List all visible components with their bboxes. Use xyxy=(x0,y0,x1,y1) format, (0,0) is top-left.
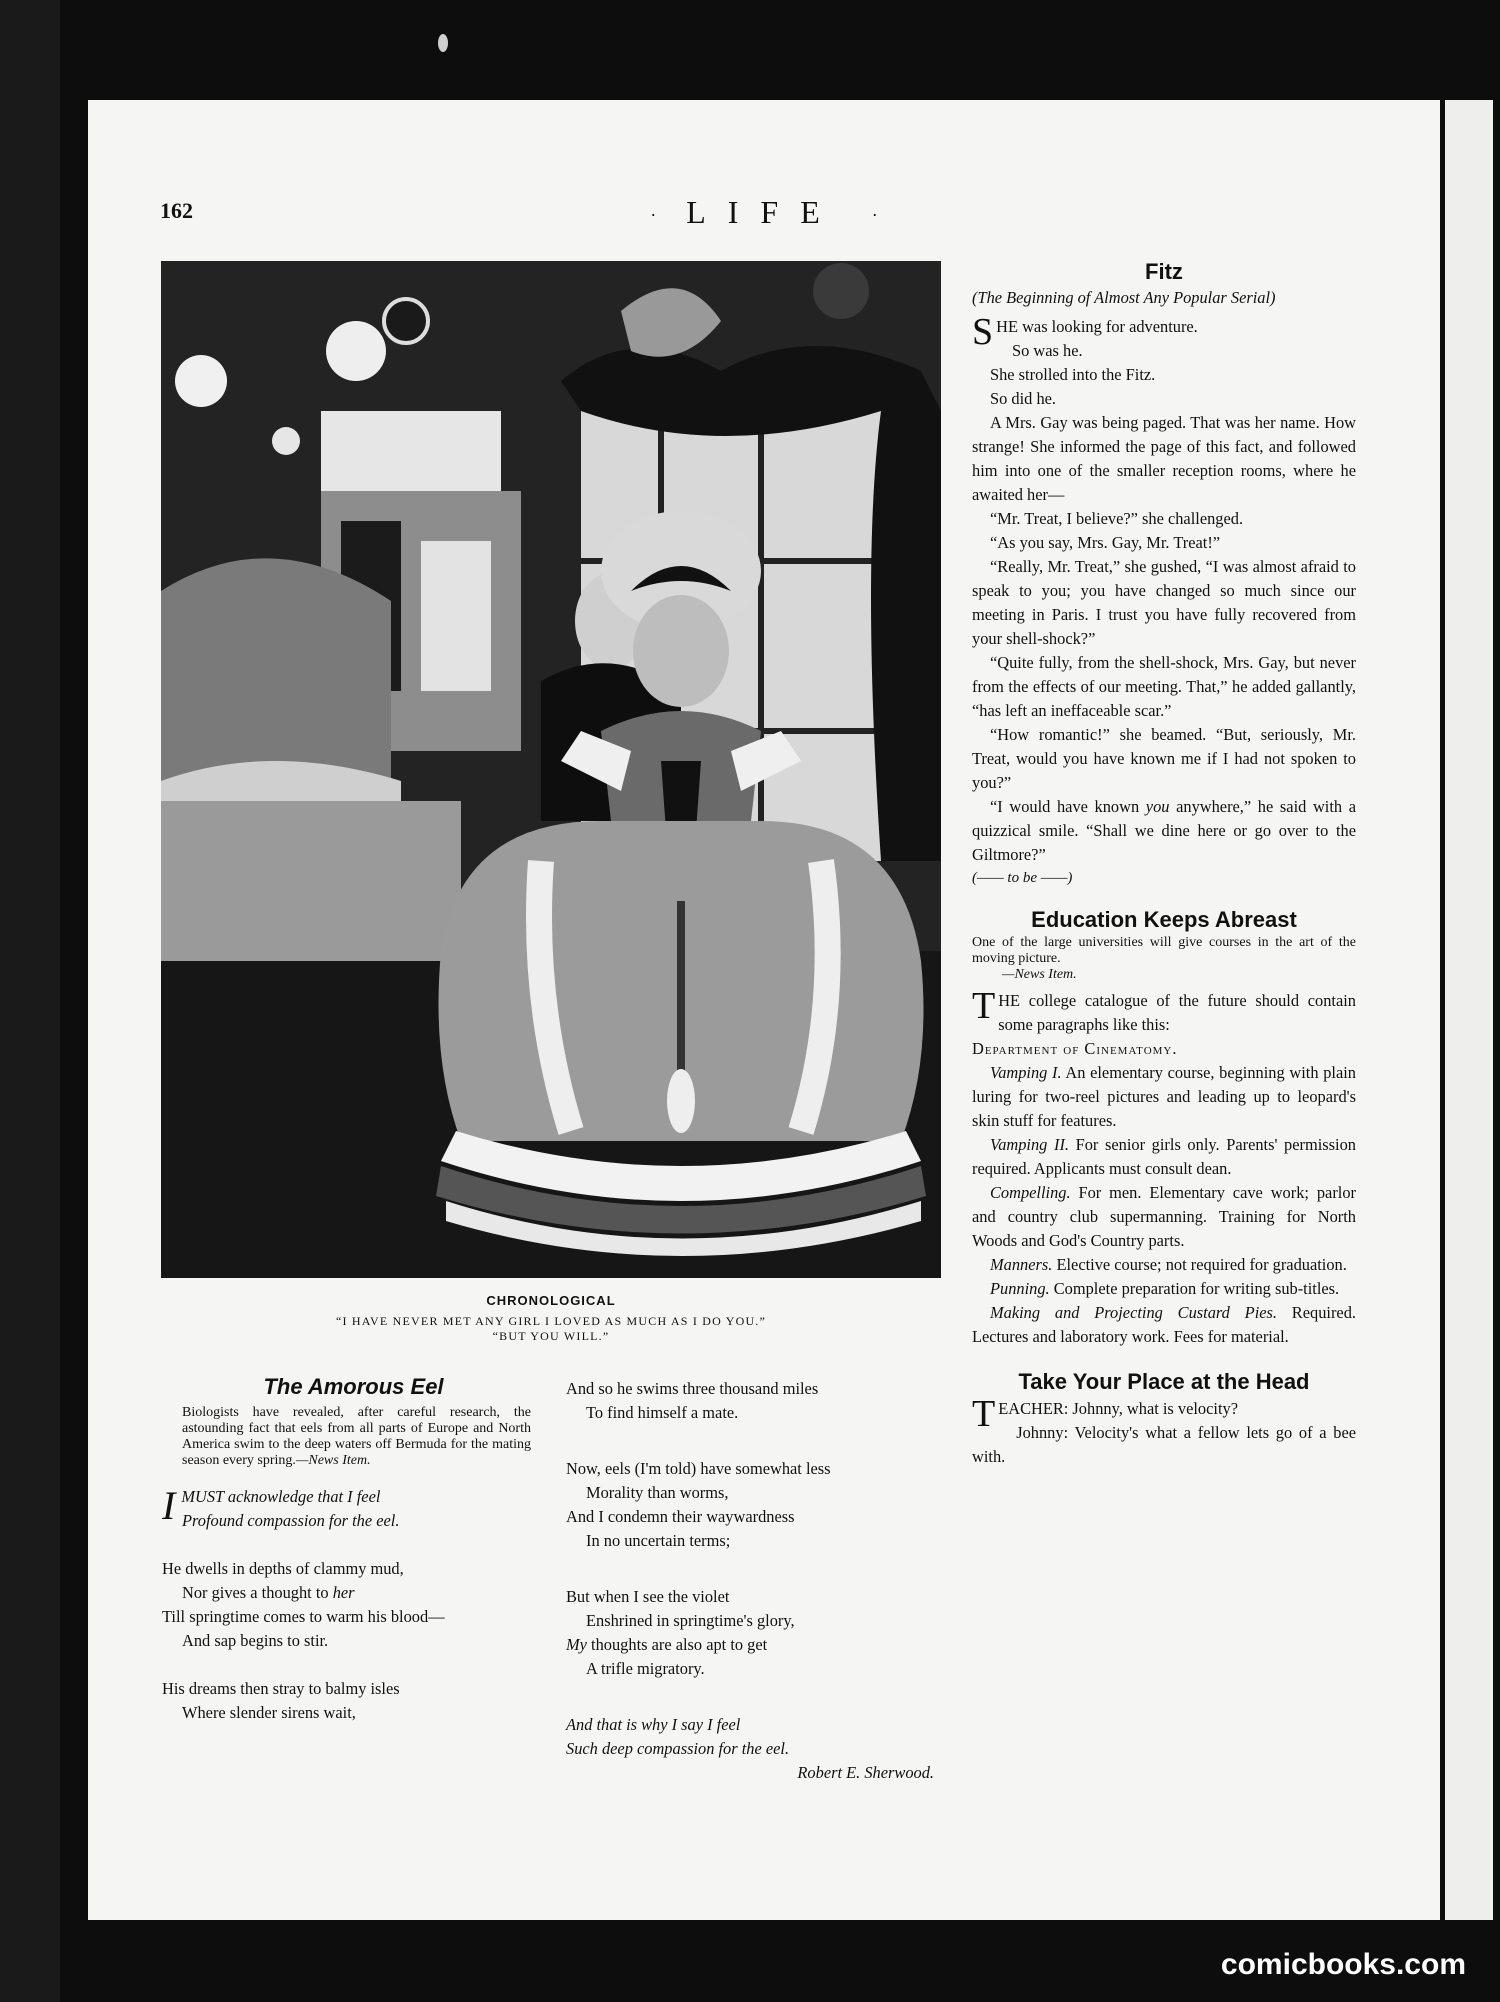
head-title: Take Your Place at the Head xyxy=(1018,1369,1310,1394)
poem-line: And sap begins to stir. xyxy=(182,1631,329,1650)
illustration-drawing xyxy=(161,261,941,1278)
watermark: comicbooks.com xyxy=(1220,1948,1466,1981)
eel-dropcap: I xyxy=(162,1483,176,1528)
course-text: Elective course; not required for graduation. xyxy=(1052,1255,1347,1274)
eel-column-1 xyxy=(162,1375,545,1749)
education-note-credit: —News Item. xyxy=(1002,967,1077,982)
poem-line: Till springtime comes to warm his blood— xyxy=(162,1607,445,1626)
course-name: Vamping I. xyxy=(990,1063,1062,1082)
fitz-paragraph-6: “Mr. Treat, I believe?” she challenged. xyxy=(990,509,1244,528)
illustration-caption-quote xyxy=(161,1314,941,1344)
right-column xyxy=(972,257,1356,1469)
course-text: For men. Elementary cave work; parlor and country club supermanning. Training for North Woods and God's Country parts. xyxy=(972,1183,1356,1250)
magazine-title: LIFE xyxy=(686,194,842,230)
education-p1-text: HE college catalogue of the future should contain some paragraphs like this: xyxy=(998,991,1356,1034)
head-p1-text: EACHER: Johnny, what is velocity? xyxy=(998,1399,1238,1418)
poem-line: Morality than worms, xyxy=(586,1483,729,1502)
course-text: Required. Lectures and laboratory work. Fees for material. xyxy=(972,1303,1356,1346)
poem-line: Where slender sirens wait, xyxy=(182,1703,356,1722)
eel-note-text: Biologists have revealed, after careful research, the astounding fact that eels from all parts of Europe and North America swim to the deep waters off Bermuda for the mating season every spring. xyxy=(182,1405,531,1468)
poem-line: But when I see the violet xyxy=(566,1587,730,1606)
eel-stanza-3 xyxy=(162,1677,545,1725)
course-manners xyxy=(972,1253,1356,1277)
course-text: An elementary course, beginning with plain luring for two-reel pictures and leading up to leopard's skin stuff for features. xyxy=(972,1063,1356,1130)
fitz-p11-em: you xyxy=(1145,797,1170,816)
eel-stanza-7 xyxy=(566,1713,946,1761)
eel-note-credit: —News Item. xyxy=(295,1453,371,1468)
eel-stanza-5 xyxy=(566,1457,946,1553)
course-vamping-2 xyxy=(972,1133,1356,1181)
eel-note xyxy=(182,1405,531,1469)
poem-line xyxy=(566,1633,946,1657)
fitz-title: Fitz xyxy=(1145,259,1183,284)
fitz-paragraph-3: She strolled into the Fitz. xyxy=(990,365,1156,384)
poem-line: Such deep compassion for the eel. xyxy=(566,1739,790,1758)
course-vamping-1 xyxy=(972,1061,1356,1133)
poem-line: Enshrined in springtime's glory, xyxy=(586,1611,795,1630)
illustration xyxy=(161,261,941,1278)
fitz-subtitle: (The Beginning of Almost Any Popular Serial) xyxy=(972,288,1276,307)
fitz-paragraph-5: A Mrs. Gay was being paged. That was her name. How strange! She informed the page of this fact, and followed him into one of the smaller reception rooms, where he awaited her— xyxy=(972,413,1356,504)
page-number: 162 xyxy=(160,198,193,223)
fitz-p1-text: HE was looking for adventure. xyxy=(996,317,1198,336)
fitz-paragraph-8: “Really, Mr. Treat,” she gushed, “I was almost afraid to speak to you; you have changed so much since our meeting in Paris. I trust you have fully recovered from your shell-shock?” xyxy=(972,557,1356,648)
eel-stanza-2 xyxy=(162,1557,545,1653)
education-dropcap: T xyxy=(972,985,996,1027)
fitz-p11-a: “I would have known xyxy=(990,797,1146,816)
poem-line-text: thoughts are also apt to get xyxy=(586,1635,768,1654)
course-name: Compelling. xyxy=(990,1183,1071,1202)
course-name: Vamping II. xyxy=(990,1135,1069,1154)
eel-title: The Amorous Eel xyxy=(263,1374,444,1399)
caption-line-2: “BUT YOU WILL.” xyxy=(492,1329,610,1343)
eel-stanza-6 xyxy=(566,1585,946,1681)
education-department: Department of Cinematomy. xyxy=(972,1039,1178,1058)
eel-column-2 xyxy=(566,1377,946,1785)
course-compelling xyxy=(972,1181,1356,1253)
course-custard-pies xyxy=(972,1301,1356,1349)
poem-line: And I condemn their waywardness xyxy=(566,1507,795,1526)
head-paragraph-2: Johnny: Velocity's what a fellow lets go of a bee with. xyxy=(972,1423,1356,1466)
poem-line: And so he swims three thousand miles xyxy=(566,1379,819,1398)
poem-line: In no uncertain terms; xyxy=(586,1531,731,1550)
caption-line-1: “I HAVE NEVER MET ANY GIRL I LOVED AS MUCH AS I DO YOU.” xyxy=(335,1314,767,1328)
poem-line-em: her xyxy=(332,1583,355,1602)
poem-line: Profound compassion for the eel. xyxy=(182,1511,400,1530)
head-paragraph-1 xyxy=(972,1393,1356,1435)
education-title: Education Keeps Abreast xyxy=(1031,907,1297,932)
magazine-page xyxy=(88,100,1440,1920)
poem-line: His dreams then stray to balmy isles xyxy=(162,1679,400,1698)
poem-line-text: Nor gives a thought to xyxy=(182,1583,333,1602)
fitz-paragraph-9: “Quite fully, from the shell-shock, Mrs. Gay, but never from the effects of our meeting. That,” he added gallantly, “has left an ineffaceable scar.” xyxy=(972,653,1356,720)
fitz-ending: (—— to be ——) xyxy=(972,870,1073,886)
fitz-paragraph-4: So did he. xyxy=(990,389,1057,408)
masthead: · LIFE · xyxy=(650,194,878,230)
course-text: For senior girls only. Parents' permission required. Applicants must consult dean. xyxy=(972,1135,1356,1178)
poem-line xyxy=(162,1581,545,1605)
eel-author: Robert E. Sherwood. xyxy=(797,1763,934,1782)
course-name: Manners. xyxy=(990,1255,1053,1274)
next-page-edge xyxy=(1445,100,1493,1920)
poem-line: Now, eels (I'm told) have somewhat less xyxy=(566,1459,831,1478)
poem-line: A trifle migratory. xyxy=(586,1659,705,1678)
poem-line: To find himself a mate. xyxy=(586,1403,739,1422)
education-paragraph-1 xyxy=(972,985,1356,1037)
fitz-paragraph-7: “As you say, Mrs. Gay, Mr. Treat!” xyxy=(990,533,1221,552)
course-name: Making and Projecting Custard Pies. xyxy=(990,1303,1277,1322)
eel-stanza-4 xyxy=(566,1377,946,1425)
fitz-paragraph-11 xyxy=(972,795,1356,867)
poem-line-em: My xyxy=(566,1635,587,1654)
education-note: One of the large universities will give courses in the art of the moving picture. xyxy=(972,935,1356,966)
fitz-p11-c: anywhere,” he said with a quizzical smile. “Shall we dine here or go over to the Giltmore?” xyxy=(972,797,1356,864)
course-name: Punning. xyxy=(990,1279,1050,1298)
poem-line: MUST acknowledge that I feel xyxy=(181,1487,381,1506)
fitz-dropcap: S xyxy=(972,311,994,353)
head-dropcap: T xyxy=(972,1393,996,1435)
course-text: Complete preparation for writing sub-titles. xyxy=(1049,1279,1340,1298)
fitz-paragraph-10: “How romantic!” she beamed. “But, seriously, Mr. Treat, would you have known me if I had not spoken to you?” xyxy=(972,725,1356,792)
left-binding xyxy=(0,0,60,2002)
scan-speck xyxy=(438,34,448,52)
eel-stanza-1 xyxy=(162,1485,545,1533)
fitz-paragraph-2: So was he. xyxy=(1012,341,1083,360)
illustration-caption-title: CHRONOLOGICAL xyxy=(486,1293,616,1308)
poem-line: He dwells in depths of clammy mud, xyxy=(162,1559,404,1578)
poem-line: And that is why I say I feel xyxy=(566,1715,741,1734)
course-punning xyxy=(972,1277,1356,1301)
